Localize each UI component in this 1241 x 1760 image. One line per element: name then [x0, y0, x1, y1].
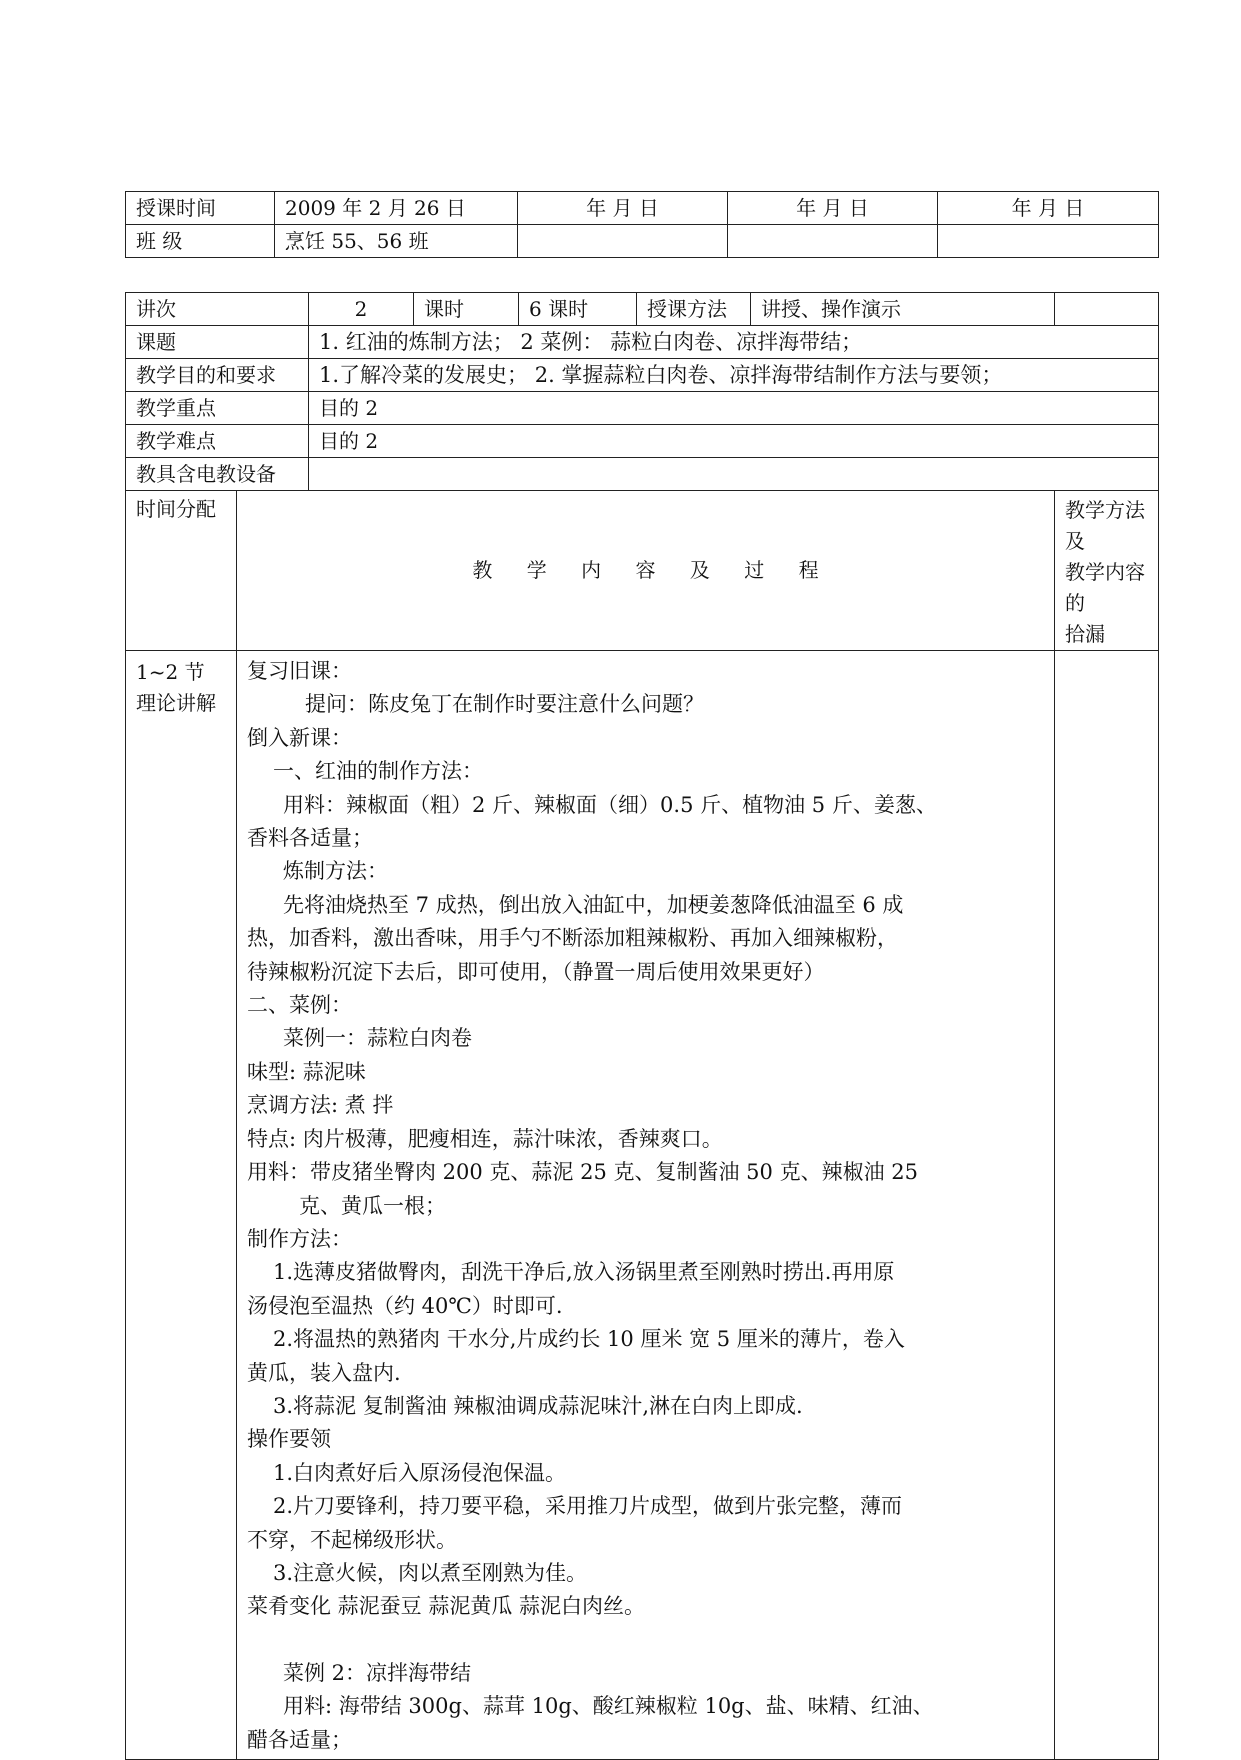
content-line: 2.片刀要锋利，持刀要平稳，采用推刀片成型，做到片张完整，薄而	[273, 1494, 903, 1519]
content-line: 3.注意火候，肉以煮至刚熟为佳。	[273, 1560, 588, 1585]
difficulty-row	[126, 425, 1159, 458]
content-line: 特点: 肉片极薄，肥瘦相连，蒜汁味浓，香辣爽口。	[247, 1126, 723, 1151]
content-line: 菜例一：蒜粒白肉卷	[283, 1026, 472, 1051]
content-line: 醋各适量；	[247, 1727, 352, 1752]
equipment-label: 教具含电教设备	[126, 458, 309, 491]
content-blank-line	[247, 1624, 1046, 1657]
content-line: 烹调方法: 煮 拌	[247, 1093, 394, 1118]
time-slot-periods: 1~2 节	[136, 660, 205, 684]
key-row	[126, 392, 1159, 425]
session-label: 讲次	[126, 293, 309, 326]
content-line: 先将油烧热至 7 成热，倒出放入油缸中，加梗姜葱降低油温至 6 成	[283, 892, 904, 917]
notes-heading	[1055, 491, 1159, 651]
topic-value: 1. 红油的炼制方法； 2 菜例： 蒜粒白肉卷、凉拌海带结；	[309, 326, 1159, 359]
content-line: 复习旧课：	[247, 659, 352, 683]
content-line: 用料: 海带结 300g、蒜茸 10g、酸红辣椒粒 10g、盐、味精、红油、	[283, 1694, 934, 1719]
content-line: 用料：辣椒面（粗）2 斤、辣椒面（细）0.5 斤、植物油 5 斤、姜葱、	[283, 792, 937, 817]
content-lines	[247, 655, 1046, 1757]
content-line: 菜例 2：凉拌海带结	[283, 1660, 472, 1685]
equipment-value	[309, 458, 1159, 491]
schedule-table	[125, 191, 1159, 258]
content-line: 用料：带皮猪坐臀肉 200 克、蒜泥 25 克、复制酱油 50 克、辣椒油 25	[247, 1160, 918, 1185]
goal-row	[126, 359, 1159, 392]
content-line: 3.将蒜泥 复制酱油 辣椒油调成蒜泥味汁,淋在白肉上即成.	[273, 1393, 803, 1418]
date-blank-2: 年 月 日	[728, 192, 938, 225]
notes-heading-line: 教学方法及	[1065, 498, 1145, 553]
date-label: 授课时间	[126, 192, 275, 225]
notes-body	[1055, 651, 1159, 1760]
class-blank-2	[728, 225, 938, 258]
content-line: 倒入新课：	[247, 725, 352, 750]
content-header-row	[126, 491, 1159, 651]
content-line: 炼制方法：	[283, 859, 388, 884]
difficulty-value: 目的 2	[309, 425, 1159, 458]
content-heading-char: 内	[581, 558, 602, 582]
content-line: 制作方法：	[247, 1226, 352, 1251]
content-heading	[237, 491, 1055, 651]
goal-value: 1.了解冷菜的发展史； 2. 掌握蒜粒白肉卷、凉拌海带结制作方法与要领；	[309, 359, 1159, 392]
content-line: 1.选薄皮猪做臀肉，刮洗干净后,放入汤锅里煮至刚熟时捞出.再用原	[273, 1260, 895, 1285]
content-line: 2.将温热的熟猪肉 干水分,片成约长 10 厘米 宽 5 厘米的薄片，卷入	[273, 1327, 905, 1352]
key-value: 目的 2	[309, 392, 1159, 425]
difficulty-label: 教学难点	[126, 425, 309, 458]
method-label: 授课方法	[637, 293, 751, 325]
content-line: 香料各适量；	[247, 826, 373, 851]
date-blank-1: 年 月 日	[518, 192, 728, 225]
time-allocation-label: 时间分配	[126, 491, 237, 651]
content-line: 黄瓜，装入盘内.	[247, 1360, 401, 1385]
content-line: 二、菜例：	[247, 993, 352, 1018]
content-heading-char: 过	[744, 558, 765, 582]
notes-heading-line: 教学内容的	[1065, 560, 1145, 615]
content-line: 一、红油的制作方法：	[273, 759, 483, 784]
content-line: 不穿，不起梯级形状。	[247, 1527, 457, 1552]
goal-label: 教学目的和要求	[126, 359, 309, 392]
topic-label: 课题	[126, 326, 309, 359]
content-body	[237, 651, 1055, 1760]
hours-label: 课时	[414, 293, 519, 326]
class-blank-1	[518, 225, 728, 258]
class-blank-3	[938, 225, 1159, 258]
time-slot	[126, 651, 237, 1760]
time-slot-mode: 理论讲解	[136, 691, 216, 715]
content-heading-char: 容	[635, 558, 656, 582]
class-value: 烹饪 55、56 班	[275, 225, 518, 258]
equipment-row	[126, 458, 1159, 491]
key-label: 教学重点	[126, 392, 309, 425]
topic-row	[126, 326, 1159, 359]
content-heading-char: 及	[689, 558, 710, 582]
schedule-date-row	[126, 192, 1159, 225]
content-body-row	[126, 651, 1159, 1760]
content-line: 操作要领	[247, 1427, 331, 1452]
content-line: 热，加香料，激出香味，用手勺不断添加粗辣椒粉、再加入细辣椒粉，	[247, 926, 898, 951]
method-value: 讲授、操作演示	[761, 296, 901, 321]
lesson-table	[125, 292, 1159, 1760]
content-line: 味型: 蒜泥味	[247, 1059, 366, 1084]
content-line: 汤侵泡至温热（约 40℃）时即可.	[247, 1293, 563, 1318]
content-line: 克、黄瓜一根；	[299, 1193, 446, 1218]
class-label: 班 级	[126, 225, 275, 258]
session-row-end	[1055, 293, 1159, 326]
content-line: 提问：陈皮兔丁在制作时要注意什么问题？	[305, 692, 704, 717]
content-line: 1.白肉煮好后入原汤侵泡保温。	[273, 1460, 567, 1485]
content-line: 菜肴变化 蒜泥蚕豆 蒜泥黄瓜 蒜泥白肉丝。	[247, 1594, 646, 1619]
content-heading-char: 程	[798, 558, 819, 582]
content-heading-char: 学	[526, 558, 547, 582]
session-row	[126, 293, 1159, 326]
content-heading-char: 教	[472, 558, 493, 582]
hours-value: 6 课时	[519, 293, 637, 326]
method-group	[637, 293, 1055, 326]
notes-heading-line: 拾漏	[1065, 622, 1105, 646]
schedule-class-row	[126, 225, 1159, 258]
date-value: 2009 年 2 月 26 日	[275, 192, 518, 225]
content-line: 待辣椒粉沉淀下去后，即可使用，（静置一周后使用效果更好）	[247, 959, 825, 984]
date-blank-3: 年 月 日	[938, 192, 1159, 225]
session-value: 2	[309, 293, 414, 326]
